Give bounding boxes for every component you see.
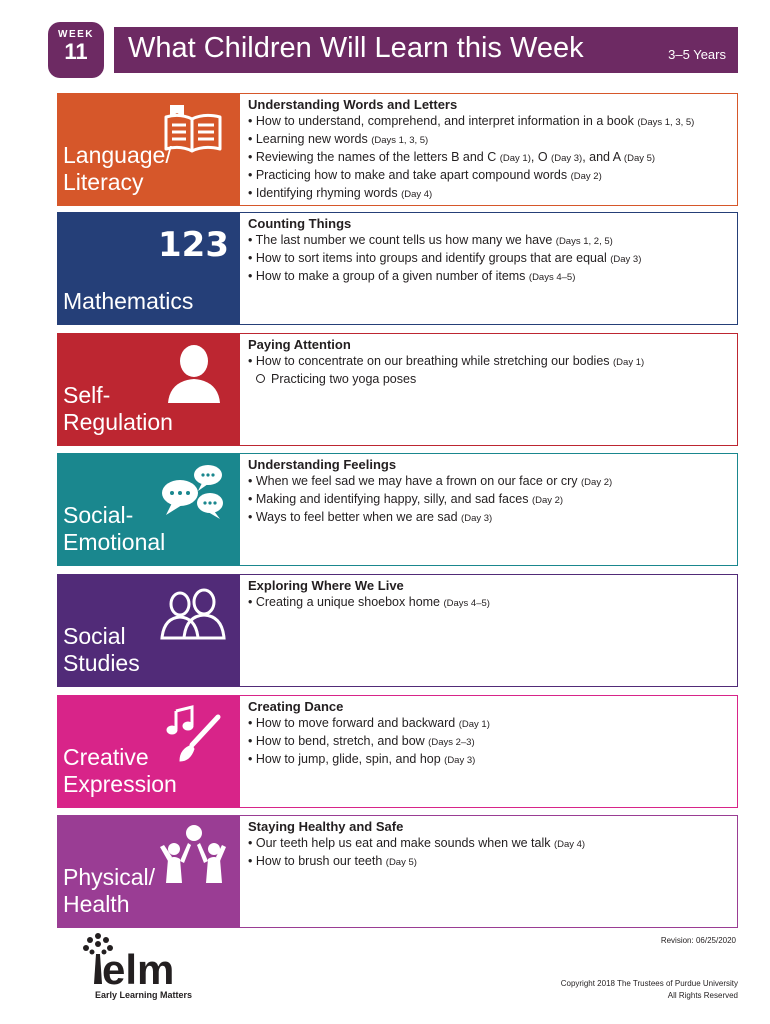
domain-label-panel — [57, 333, 240, 446]
domain-row-self-regulation — [57, 333, 738, 446]
numbers-123-icon: 123 — [158, 225, 229, 265]
domain-row-physical-health — [57, 815, 738, 928]
list-item: • Making and identifying happy, silly, and sad faces (Day 2) — [248, 492, 564, 506]
week-badge — [48, 22, 104, 78]
age-range: 3–5 Years — [668, 47, 726, 62]
domain-name: Mathematics — [63, 288, 194, 314]
list-item: • How to understand, comprehend, and interpret information in a book (Days 1, 3, 5) — [248, 114, 695, 128]
topic-heading: Creating Dance — [248, 699, 344, 714]
list-item: • Reviewing the names of the letters B and C (Day 1), O (Day 3), and A (Day 5) — [248, 150, 656, 164]
sub-list-item: Practicing two yoga poses — [248, 371, 737, 388]
week-number: 11 — [64, 39, 88, 64]
topic-heading: Exploring Where We Live — [248, 578, 404, 593]
domain-content — [240, 574, 738, 687]
topic-heading: Paying Attention — [248, 337, 351, 352]
topic-heading: Staying Healthy and Safe — [248, 819, 404, 834]
domain-name: Self- Regulation — [63, 382, 173, 435]
list-item: • Ways to feel better when we are sad (Day 3) — [248, 510, 493, 524]
list-item: • How to concentrate on our breathing while stretching our bodies (Day 1) — [248, 354, 645, 368]
domain-label-panel — [57, 574, 240, 687]
domain-content — [240, 695, 738, 808]
domain-content — [240, 453, 738, 566]
children-playing-ball-icon — [158, 823, 228, 885]
domain-row-creative-expression — [57, 695, 738, 808]
logo-text: elm — [102, 946, 175, 993]
list-item: • Creating a unique shoebox home (Days 4–5) — [248, 595, 490, 609]
list-item: • When we feel sad we may have a frown on our face or cry (Day 2) — [248, 474, 613, 488]
list-item: • Identifying rhyming words (Day 4) — [248, 186, 433, 200]
domain-name: Social- Emotional — [63, 502, 166, 555]
list-item: • Our teeth help us eat and make sounds when we talk (Day 4) — [248, 836, 586, 850]
domain-label-panel — [57, 815, 240, 928]
list-item: • The last number we count tells us how many we have (Days 1, 2, 5) — [248, 233, 613, 247]
domain-label-panel — [57, 212, 240, 325]
list-item: • How to jump, glide, spin, and hop (Day 3) — [248, 752, 476, 766]
logo-tagline: Early Learning Matters — [95, 990, 193, 1000]
list-item: • Practicing how to make and take apart compound words (Day 2) — [248, 168, 602, 182]
domain-row-social-emotional — [57, 453, 738, 566]
list-item: • How to sort items into groups and identify groups that are equal (Day 3) — [248, 251, 642, 265]
people-group-icon — [158, 582, 228, 644]
list-item: • Learning new words (Days 1, 3, 5) — [248, 132, 429, 146]
domain-label-panel — [57, 453, 240, 566]
revision-date: Revision: 06/25/2020 — [660, 936, 736, 945]
topic-heading: Understanding Feelings — [248, 457, 397, 472]
list-item: • How to make a group of a given number of items (Days 4–5) — [248, 269, 576, 283]
domain-row-mathematics — [57, 212, 738, 325]
title-bar — [114, 27, 738, 73]
copyright-line: Copyright 2018 The Trustees of Purdue University — [560, 979, 738, 988]
week-label: WEEK — [58, 29, 94, 40]
circle-bullet-icon — [256, 374, 265, 383]
domain-name: Physical/ Health — [63, 864, 156, 917]
topic-heading: Counting Things — [248, 216, 352, 231]
domain-name: Social Studies — [63, 623, 140, 676]
domain-label-panel — [57, 695, 240, 808]
domain-content — [240, 815, 738, 928]
domain-label-panel — [57, 93, 240, 206]
speech-bubbles-icon — [158, 461, 228, 523]
domain-name: Language/ Literacy — [63, 142, 172, 195]
domain-content — [240, 212, 738, 325]
copyright-line: All Rights Reserved — [667, 991, 738, 1000]
domain-name: Creative Expression — [63, 744, 177, 797]
domain-content — [240, 93, 738, 206]
list-item: • How to move forward and backward (Day 1) — [248, 716, 490, 730]
page-title: What Children Will Learn this Week — [128, 32, 584, 64]
copyright — [561, 978, 738, 1002]
list-item: • How to bend, stretch, and bow (Days 2–3) — [248, 734, 475, 748]
topic-heading: Understanding Words and Letters — [248, 97, 458, 112]
domain-row-language-literacy — [57, 93, 738, 206]
domain-row-social-studies — [57, 574, 738, 687]
domain-content — [240, 333, 738, 446]
list-item: • How to brush our teeth (Day 5) — [248, 854, 417, 868]
